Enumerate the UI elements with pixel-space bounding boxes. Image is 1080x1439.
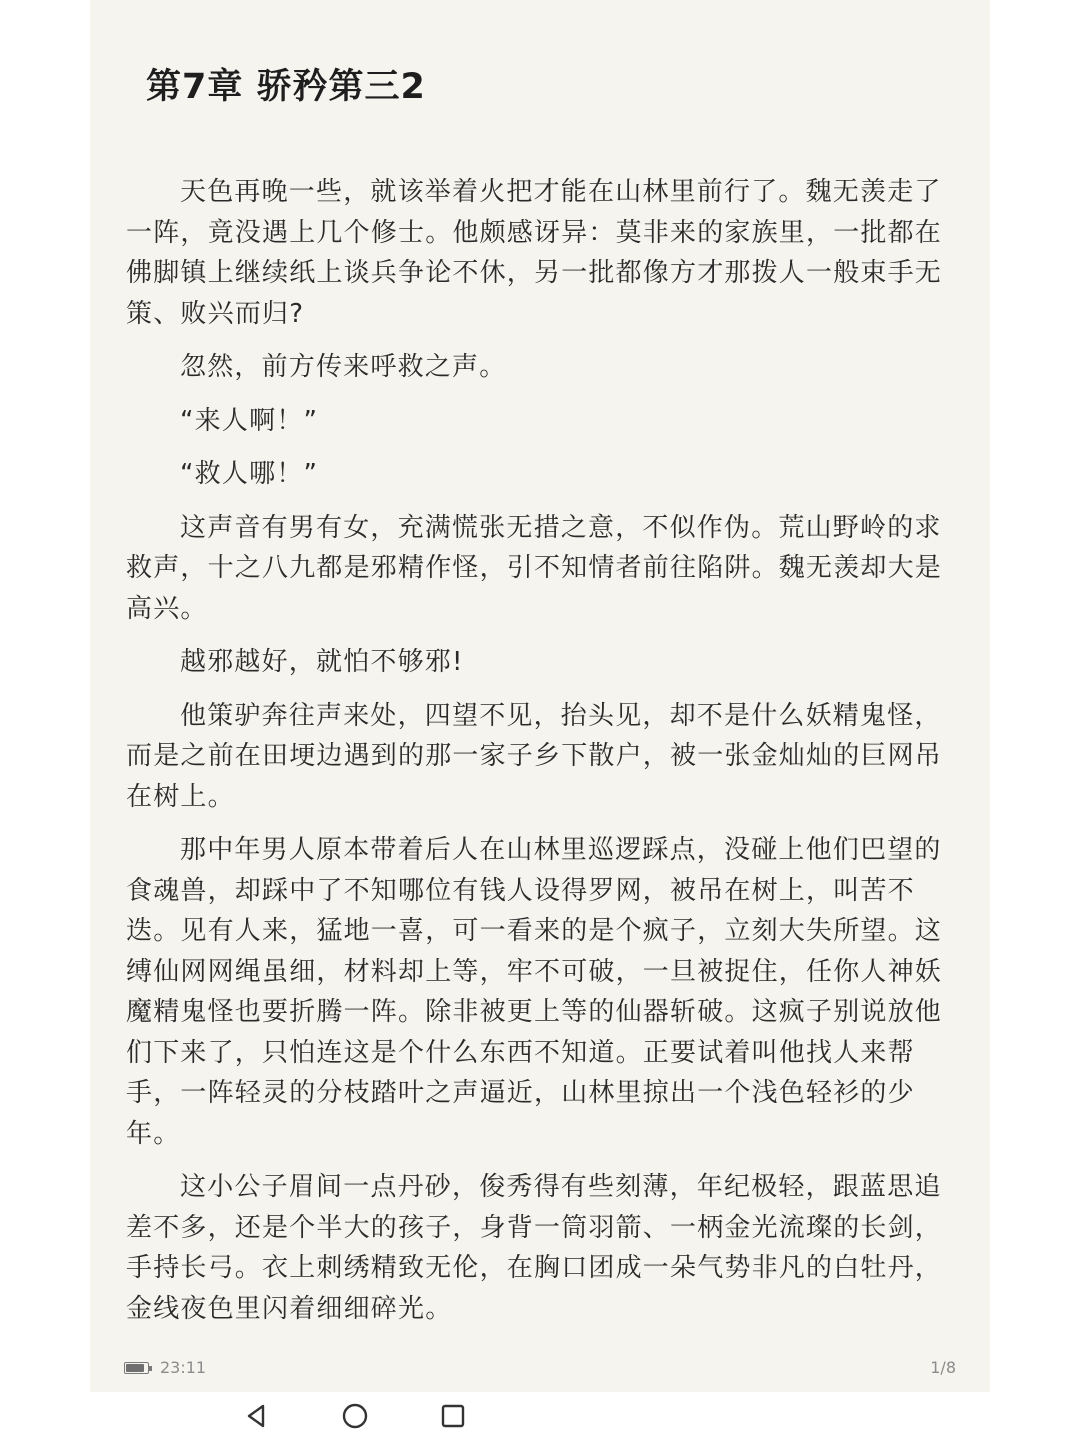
chapter-content	[126, 172, 956, 1342]
battery-icon	[124, 1362, 149, 1374]
battery-tip	[149, 1366, 152, 1371]
reader-page[interactable]	[90, 0, 990, 1392]
paragraph: 忽然，前方传来呼救之声。	[180, 352, 507, 382]
paragraph: 他策驴奔往声来处，四望不见，抬头见，却不是什么妖精鬼怪，而是之前在田埂边遇到的那一家子乡下散户，被一张金灿灿的巨网吊在树上。	[126, 700, 943, 812]
status-time: 23:11	[160, 1358, 207, 1377]
paragraph: “救人哪！”	[180, 459, 319, 489]
paragraph: 那中年男人原本带着后人在山林里巡逻踩点，没碰上他们巴望的食魂兽，却踩中了不知哪位有钱人设得罗网，被吊在树上，叫苦不迭。见有人来，猛地一喜，可一看来的是个疯子，立刻大失所望。这缚仙网网绳虽细，材料却上等，牢不可破，一旦被捉住，任你人神妖魔精鬼怪也要折腾一阵。除非被更上等的仙器斩破。这疯子别说放他们下来了，只怕连这是个什么东西不知道。正要试着叫他找人来帮手，一阵轻灵的分枝踏叶之声逼近，山林里掠出一个浅色轻衫的少年。	[126, 835, 943, 1149]
recents-square-icon[interactable]	[439, 1402, 467, 1430]
chapter-title: 第7章 骄矜第三2	[146, 67, 426, 107]
battery-level	[126, 1364, 144, 1372]
home-circle-icon[interactable]	[341, 1402, 369, 1430]
paragraph: “来人啊！”	[180, 405, 319, 436]
reader-status-bar	[124, 1358, 956, 1382]
system-navigation-bar	[0, 1392, 1080, 1439]
paragraph: 这小公子眉间一点丹砂，俊秀得有些刻薄，年纪极轻，跟蓝思追差不多，还是个半大的孩子，身背一筒羽箭、一柄金光流璨的长剑，手持长弓。衣上刺绣精致无伦，在胸口团成一朵气势非凡的白牡丹，金线夜色里闪着细细碎光。	[126, 1172, 943, 1324]
paragraph: 这声音有男有女，充满慌张无措之意，不似作伪。荒山野岭的求救声，十之八九都是邪精作怪，引不知情者前往陷阱。魏无羡却大是高兴。	[126, 512, 943, 624]
paragraph: 天色再晚一些，就该举着火把才能在山林里前行了。魏无羡走了一阵，竟没遇上几个修士。他颇感讶异：莫非来的家族里，一批都在佛脚镇上继续纸上谈兵争论不休，另一批都像方才那拨人一般束手无策、败兴而归?	[126, 177, 943, 329]
back-triangle-icon[interactable]	[243, 1402, 271, 1430]
paragraph: 越邪越好，就怕不够邪!	[180, 647, 464, 677]
page-indicator: 1/8	[930, 1358, 956, 1377]
